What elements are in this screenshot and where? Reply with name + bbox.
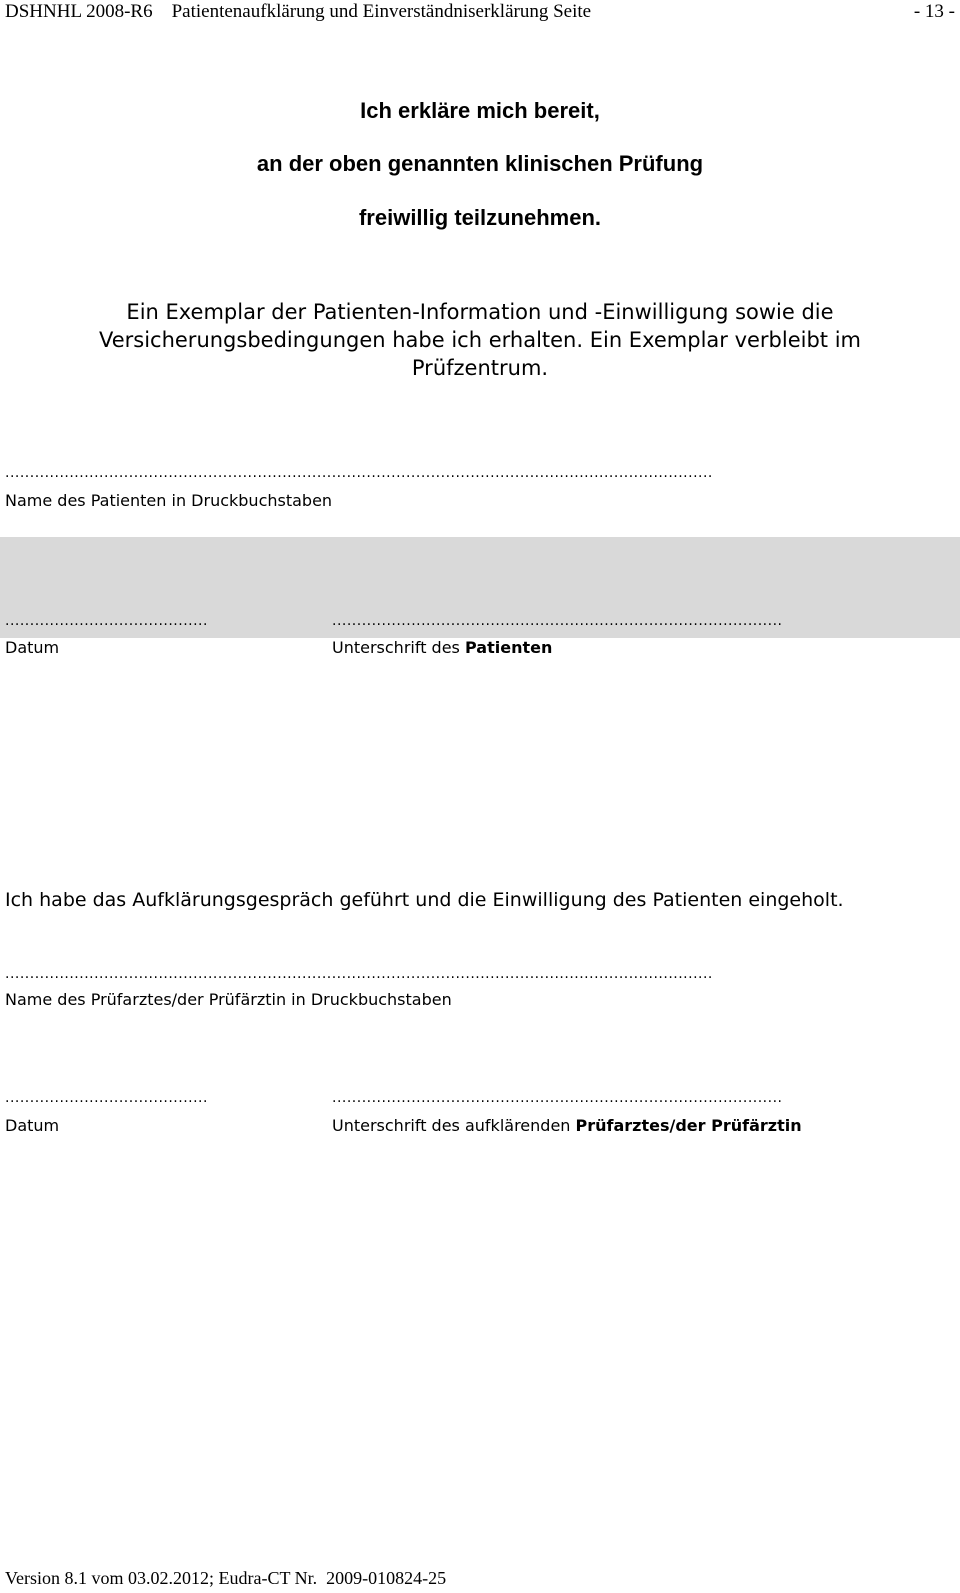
info-paragraph: Ein Exemplar der Patienten-Information und -Einwilligung sowie die Versicherungsbedingungen habe ich erhalten. Ein Exemplar verbleibt im Prüfzentrum. — [98, 300, 862, 380]
patient-name-line: ............................................................................................................................................... — [5, 465, 713, 481]
physician-name-line: ............................................................................................................................................... — [5, 966, 713, 982]
patient-signature-line: ........................................................................................... — [332, 613, 783, 629]
physician-date-line: ......................................... — [5, 1090, 208, 1106]
physician-statement: Ich habe das Aufklärungsgespräch geführt und die Einwilligung des Patienten eingeholt. — [5, 889, 844, 911]
patient-name-label: Name des Patienten in Druckbuchstaben — [5, 491, 333, 510]
consent-line-1: Ich erkläre mich bereit, — [360, 98, 600, 123]
page-footer: Version 8.1 vom 03.02.2012; Eudra-CT Nr. 2009-010824-25 — [5, 1568, 447, 1588]
physician-date-label: Datum — [5, 1116, 60, 1135]
patient-date-label: Datum — [5, 638, 60, 657]
page-header — [5, 0, 955, 24]
patient-date-line: ......................................... — [5, 613, 208, 629]
consent-line-3: freiwillig teilzunehmen. — [358, 205, 602, 230]
physician-signature-line: ........................................................................................... — [332, 1090, 783, 1106]
page-number: - 13 - — [913, 1, 955, 22]
patient-signature-label: Unterschrift des Patienten — [332, 638, 553, 657]
consent-line-2: an der oben genannten klinischen Prüfung — [256, 151, 704, 176]
physician-signature-label: Unterschrift des aufklärenden Prüfarztes/der Prüfärztin — [332, 1116, 802, 1135]
header-title: DSHNHL 2008-R6 Patientenaufklärung und Einverständniserklärung Seite — [5, 1, 592, 22]
physician-name-label: Name des Prüfarztes/der Prüfärztin in Druckbuchstaben — [5, 990, 452, 1009]
